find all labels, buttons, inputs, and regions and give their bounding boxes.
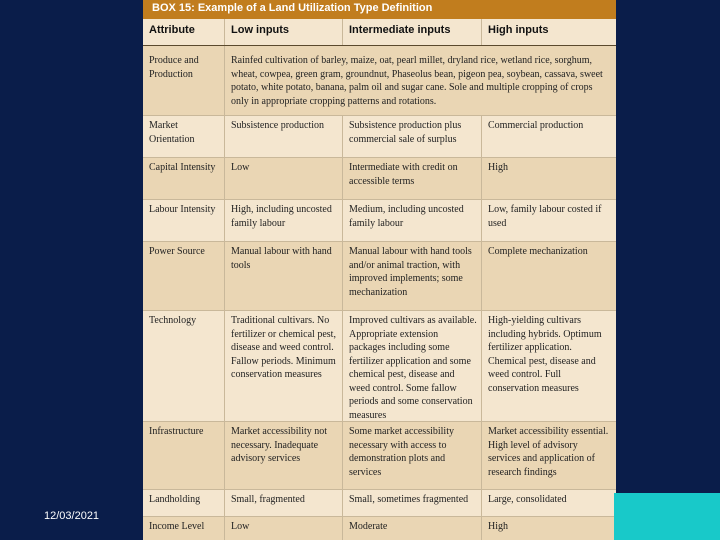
intermediate-inputs-cell: Intermediate with credit on accessible terms (342, 158, 481, 199)
attribute-cell: Income Level (149, 521, 205, 532)
table-row (143, 158, 616, 200)
teal-accent-bar (614, 493, 720, 540)
intermediate-inputs-cell: Manual labour with hand tools and/or animal traction, with improved implements; some mechanization (342, 242, 481, 310)
intermediate-inputs-cell: Moderate (342, 517, 481, 540)
table-row (143, 311, 616, 422)
table-row (143, 242, 616, 311)
table-header-row (143, 19, 616, 46)
slide-date: 12/03/2021 (44, 510, 100, 522)
produce-description: Rainfed cultivation of barley, maize, oat, pearl millet, dryland rice, wetland rice, sorghum, wheat, cowpea, green gram, groundnut, Phaseolus bean, pigeon pea, soybean, cassava, sweet potato, white potato, banana, palm oil and sugar cane. Sole and multiple cropping of crops only in appropriate cropping patterns and rotations. (224, 46, 616, 115)
table-row (143, 116, 616, 158)
attribute-cell: Infrastructure (149, 426, 204, 437)
low-inputs-cell: Low (224, 158, 342, 199)
table-row (143, 46, 616, 116)
header-low-inputs: Low inputs (224, 19, 342, 45)
high-inputs-cell: Commercial production (481, 116, 616, 157)
header-high-inputs: High inputs (481, 19, 616, 45)
attribute-cell: Produce and Production (149, 55, 199, 80)
table-row (143, 517, 616, 540)
low-inputs-cell: Manual labour with hand tools (224, 242, 342, 310)
attribute-cell: Landholding (149, 494, 201, 505)
intermediate-inputs-cell: Small, sometimes fragmented (342, 490, 481, 516)
low-inputs-cell: Market accessibility not necessary. Inadequate advisory services (224, 422, 342, 489)
high-inputs-cell: Large, consolidated (481, 490, 616, 516)
table-row (143, 490, 616, 517)
attribute-cell: Technology (149, 315, 197, 326)
intermediate-inputs-cell: Subsistence production plus commercial sale of surplus (342, 116, 481, 157)
header-attribute: Attribute (149, 24, 195, 36)
land-utilization-table (143, 19, 616, 540)
low-inputs-cell: Subsistence production (224, 116, 342, 157)
table-row (143, 200, 616, 242)
low-inputs-cell: Low (224, 517, 342, 540)
intermediate-inputs-cell: Medium, including uncosted family labour (342, 200, 481, 241)
table-row (143, 422, 616, 490)
attribute-cell: Capital Intensity (149, 162, 216, 173)
high-inputs-cell: Low, family labour costed if used (481, 200, 616, 241)
high-inputs-cell: Market accessibility essential. High level of advisory services and application of research findings (481, 422, 616, 489)
high-inputs-cell: Complete mechanization (481, 242, 616, 310)
header-intermediate-inputs: Intermediate inputs (342, 19, 481, 45)
intermediate-inputs-cell: Some market accessibility necessary with access to demonstration plots and services (342, 422, 481, 489)
high-inputs-cell: High (481, 158, 616, 199)
low-inputs-cell: High, including uncosted family labour (224, 200, 342, 241)
intermediate-inputs-cell: Improved cultivars as available. Appropriate extension packages including some fertilizer application and some chemical pest, disease and weed control. Some fallow periods and some conservation measures (342, 311, 481, 421)
attribute-cell: Market Orientation (149, 120, 195, 145)
low-inputs-cell: Small, fragmented (224, 490, 342, 516)
document-image (143, 0, 616, 540)
attribute-cell: Labour Intensity (149, 204, 216, 215)
high-inputs-cell: High (481, 517, 616, 540)
low-inputs-cell: Traditional cultivars. No fertilizer or chemical pest, disease and weed control. Fallow periods. Minimum conservation measures (224, 311, 342, 421)
attribute-cell: Power Source (149, 246, 205, 257)
box-title: BOX 15: Example of a Land Utilization Type Definition (143, 0, 616, 19)
high-inputs-cell: High-yielding cultivars including hybrids. Optimum fertilizer application. Chemical pest, disease and weed control. Full conservation measures (481, 311, 616, 421)
